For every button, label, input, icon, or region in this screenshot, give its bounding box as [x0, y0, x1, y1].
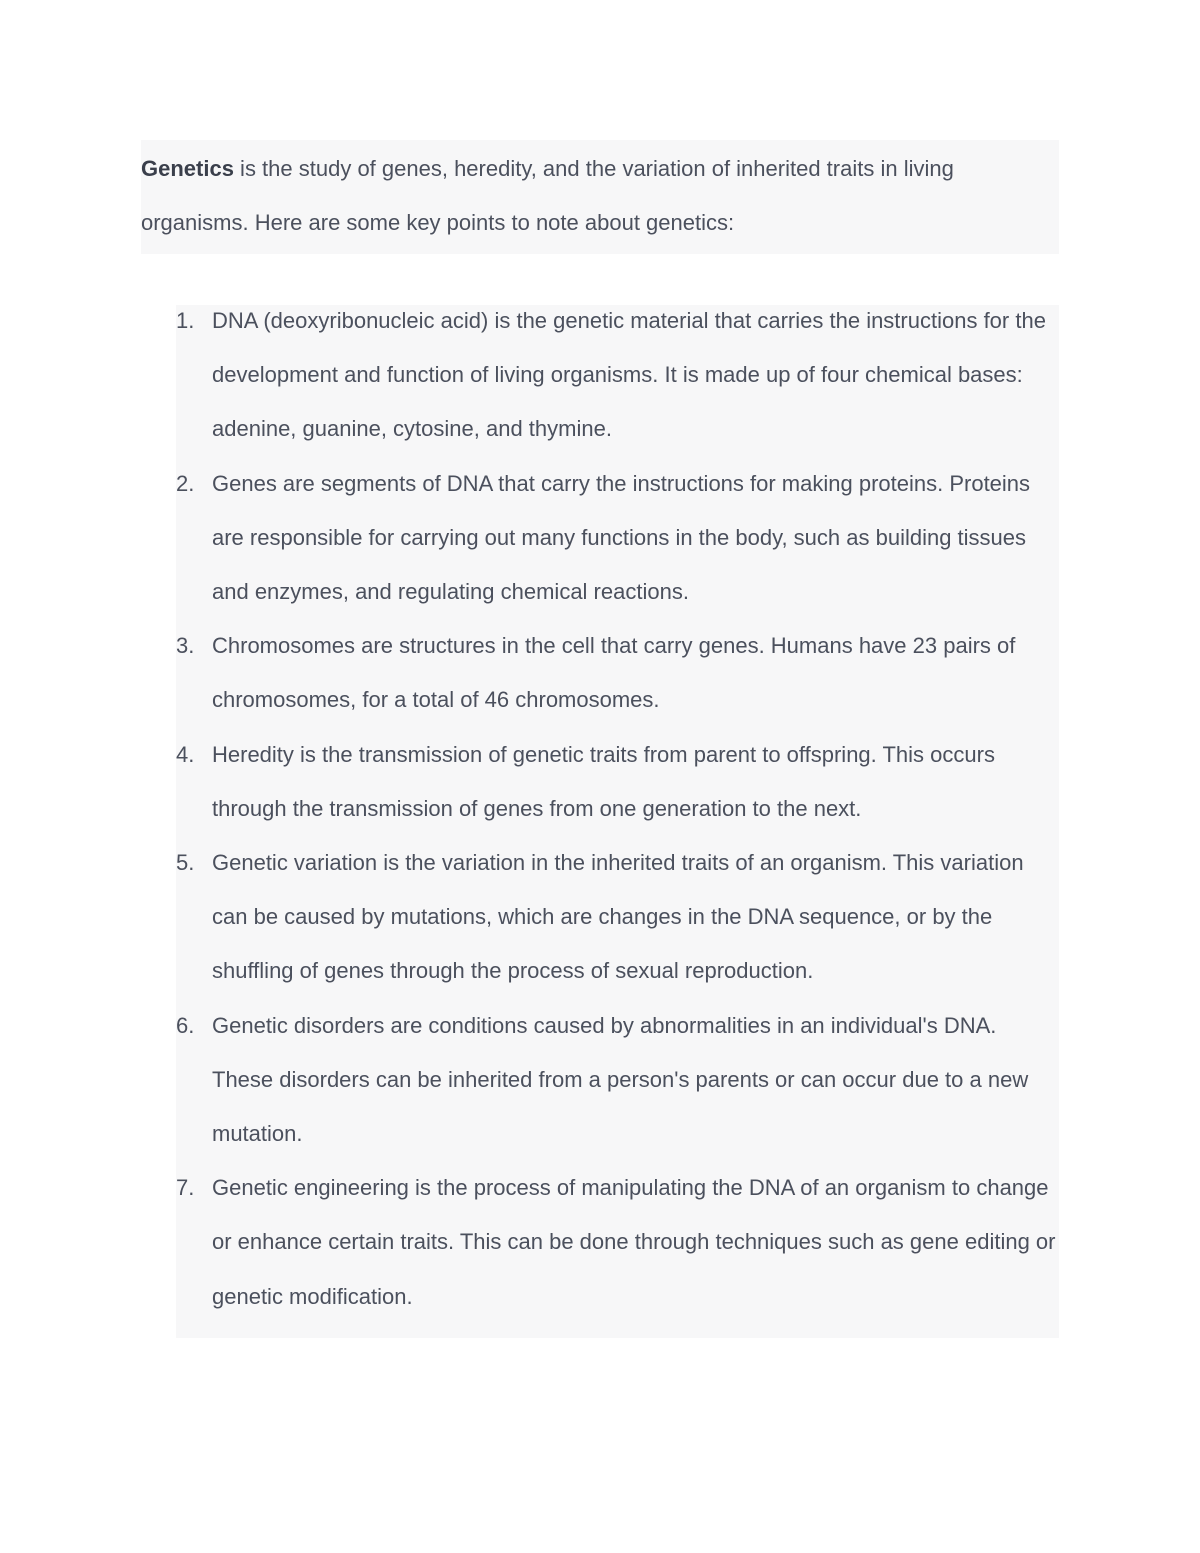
list-item-text: DNA (deoxyribonucleic acid) is the genetic material that carries the instructions for the development and function of living organisms. It is made up of four chemical bases: adenine, guanine, cytosine, and thymine. [212, 308, 1046, 442]
list-item [176, 457, 1059, 620]
list-item-text: Genetic engineering is the process of manipulating the DNA of an organism to change or enhance certain traits. This can be done through techniques such as gene editing or genetic modification. [212, 1175, 1056, 1309]
list-item-number: 5. [176, 850, 195, 876]
intro-text: is the study of genes, heredity, and the variation of inherited traits in living organisms. Here are some key points to note about genetics: [141, 156, 954, 235]
list-item-number: 6. [176, 1012, 195, 1038]
list-item-number: 4. [176, 741, 195, 767]
list-item-text: Genetic variation is the variation in the inherited traits of an organism. This variation can be caused by mutations, which are changes in the DNA sequence, or by the shuffling of genes through the process of sexual reproduction. [212, 850, 1024, 984]
list-item [176, 999, 1059, 1162]
key-points-block [176, 305, 1059, 1338]
intro-block [141, 140, 1059, 254]
list-item [176, 619, 1059, 727]
list-item-number: 7. [176, 1175, 195, 1201]
key-points-list [176, 294, 1059, 1324]
list-item [176, 1161, 1059, 1324]
list-item-number: 2. [176, 470, 195, 496]
list-item-text: Heredity is the transmission of genetic traits from parent to offspring. This occurs through the transmission of genes from one generation to the next. [212, 741, 995, 821]
list-item [176, 836, 1059, 999]
list-item-text: Genetic disorders are conditions caused by abnormalities in an individual's DNA. These disorders can be inherited from a person's parents or can occur due to a new mutation. [212, 1012, 1029, 1147]
list-item [176, 294, 1059, 457]
intro-term: Genetics [141, 156, 234, 181]
list-item-number: 1. [176, 308, 195, 333]
list-item-number: 3. [176, 633, 195, 659]
intro-paragraph [141, 140, 1059, 250]
list-item [176, 728, 1059, 836]
list-item-text: Chromosomes are structures in the cell that carry genes. Humans have 23 pairs of chromosomes, for a total of 46 chromosomes. [212, 633, 1016, 713]
list-item-text: Genes are segments of DNA that carry the instructions for making proteins. Proteins are responsible for carrying out many functions in the body, such as building tissues and enzymes, and regulating chemical reactions. [212, 470, 1031, 605]
